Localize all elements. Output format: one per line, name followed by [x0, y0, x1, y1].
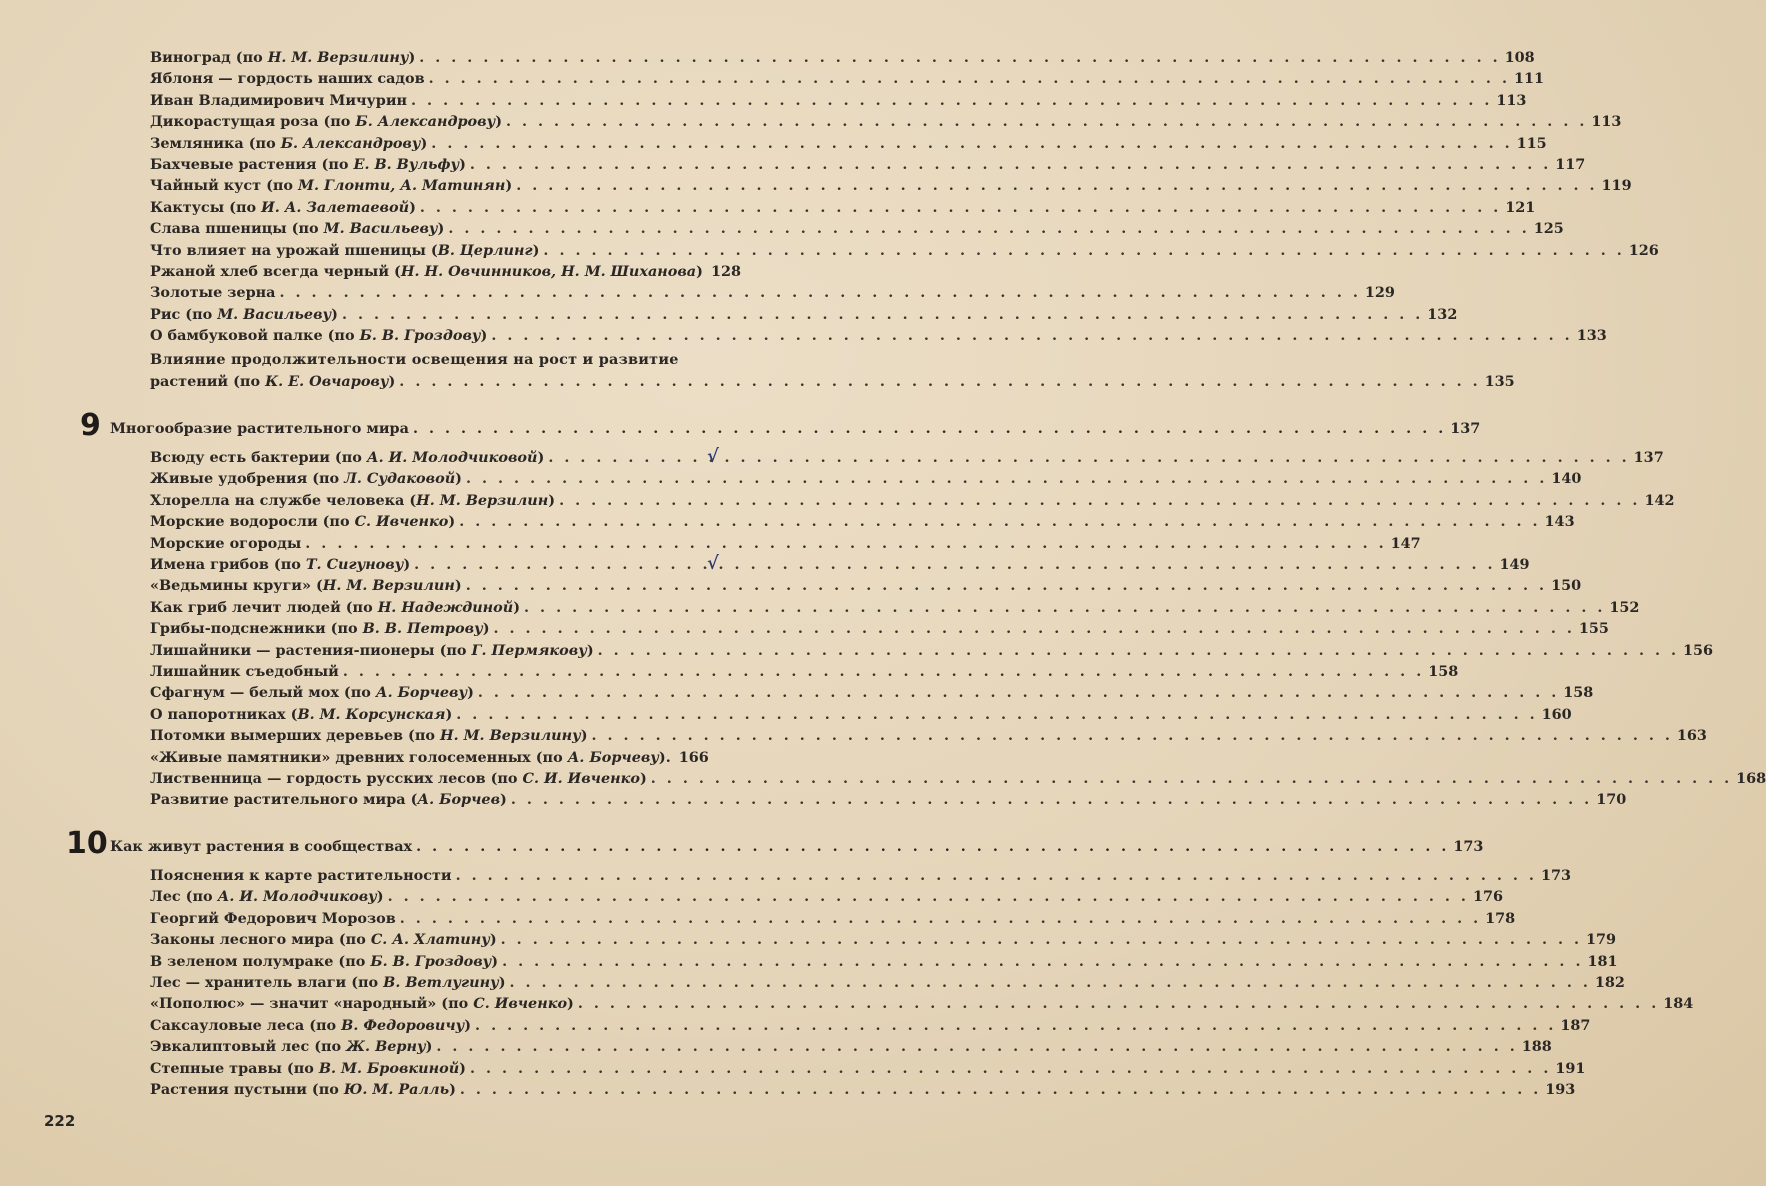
chapter-number: 9: [80, 408, 101, 443]
checkmark-icon: √: [707, 446, 719, 467]
entry-title: растений (по К. Е. Овчарову): [150, 373, 396, 390]
entry-page: 187: [1560, 1016, 1591, 1034]
entry-page: 111: [1513, 70, 1545, 88]
leader-dots: [420, 197, 1501, 218]
toc-entry: [150, 371, 1515, 392]
entry-title: Ржаной хлеб всегда черный (Н. Н. Овчинников, Н. М. Шиханова): [150, 263, 703, 280]
entry-page: 119: [1601, 177, 1632, 195]
entry-page: 156: [1683, 641, 1714, 659]
entry-page: 193: [1545, 1081, 1576, 1098]
leader-dots: [475, 1015, 1556, 1036]
entry-title: Кактусы (по И. А. Залетаевой): [150, 198, 416, 216]
entry-page: 150: [1551, 577, 1582, 595]
chapter-title: Многообразие растительного мира: [110, 420, 409, 437]
leader-dots: [456, 704, 1537, 725]
entry-page: 168: [1736, 770, 1766, 787]
toc-entry: [150, 789, 1627, 810]
entry-page: 133: [1576, 327, 1607, 345]
entry-page: 126: [1628, 241, 1659, 259]
entry-page: 179: [1586, 931, 1617, 949]
leader-dots: [343, 661, 1424, 682]
entry-page: 132: [1427, 305, 1458, 323]
entry-page: 135: [1484, 373, 1515, 390]
entry-title: О бамбуковой палке (по Б. В. Гроздову): [150, 327, 488, 345]
toc-entry: [150, 133, 1547, 154]
toc-entry: [150, 993, 1694, 1014]
entry-page: 149: [1499, 556, 1530, 573]
toc-entry: [150, 661, 1459, 682]
leader-dots: [416, 836, 1449, 857]
entry-title: Развитие растительного мира (А. Борчев): [150, 791, 507, 809]
entry-title: Лес — хранитель влаги (по В. Ветлугину): [150, 974, 506, 991]
toc-entry: [150, 490, 1675, 511]
leader-dots: [502, 951, 1583, 972]
toc-entry: [150, 908, 1516, 929]
entry-page: 137: [1633, 449, 1664, 466]
entry-page: 158: [1563, 684, 1594, 702]
leader-dots: [559, 490, 1640, 511]
entry-page: 166: [678, 748, 709, 766]
toc-entry: [150, 682, 1594, 703]
entry-title: В зеленом полумраке (по Б. В. Гроздову): [150, 952, 499, 970]
entry-title: Бахчевые растения (по Е. В. Вульфу): [150, 156, 466, 173]
entry-title: Саксауловые леса (по В. Федоровичу): [150, 1016, 472, 1034]
toc-entry: [150, 304, 1458, 325]
toc-entry: [150, 47, 1535, 68]
leader-dots: [506, 111, 1587, 132]
leader-dots: [501, 929, 1582, 950]
entry-page: 176: [1472, 888, 1503, 906]
entry-title: Лишайник съедобный: [150, 663, 339, 680]
leader-dots: [305, 533, 1386, 554]
entry-page: 155: [1578, 620, 1609, 638]
entry-page: 184: [1663, 995, 1694, 1013]
leader-dots: [388, 886, 1469, 907]
toc-entry: [150, 111, 1622, 132]
entry-page: 115: [1516, 134, 1547, 152]
toc-entry: [150, 1015, 1591, 1036]
toc-entry: [150, 972, 1625, 993]
leader-dots: [342, 304, 1423, 325]
entry-title: Лиственница — гордость русских лесов (по С. И. Ивченко): [150, 770, 647, 787]
toc-entry: [150, 747, 708, 768]
leader-dots: [431, 133, 1512, 154]
entry-title: Яблоня — гордость наших садов: [150, 70, 425, 88]
entry-page: 129: [1364, 284, 1395, 302]
toc-entry-line: Влияние продолжительности освещения на рост и развитие: [150, 351, 679, 368]
leader-dots: [478, 682, 1559, 703]
entry-page: 121: [1505, 198, 1536, 216]
toc-entry: [150, 218, 1564, 239]
entry-page: 113: [1591, 113, 1622, 131]
entry-title: «Пополюс» — значит «народный» (по С. Ивченко): [150, 995, 574, 1013]
leader-dots: [578, 993, 1659, 1014]
chapter-page: 137: [1450, 420, 1481, 437]
entry-page: 173: [1540, 867, 1571, 884]
entry-page: 113: [1496, 91, 1527, 109]
leader-dots: [516, 175, 1597, 196]
entry-title: Георгий Федорович Морозов: [150, 909, 396, 927]
entry-title: Потомки вымерших деревьев (по Н. М. Верзилину): [150, 727, 588, 745]
toc-entry: [150, 447, 1664, 468]
entry-page: 152: [1609, 598, 1640, 616]
entry-title: Земляника (по Б. Александрову): [150, 134, 428, 152]
entry-title: Иван Владимирович Мичурин: [150, 91, 408, 109]
entry-title: Живые удобрения (по Л. Судаковой): [150, 470, 462, 488]
leader-dots: [491, 325, 1572, 346]
entry-title: Эвкалиптовый лес (по Ж. Верну): [150, 1038, 433, 1056]
entry-page: 140: [1551, 470, 1582, 488]
leader-dots: [456, 865, 1537, 886]
leader-dots: [411, 90, 1492, 111]
entry-title: Что влияет на урожай пшеницы (В. Церлинг): [150, 241, 540, 259]
entry-title: Рис (по М. Васильеву): [150, 305, 338, 323]
leader-dots: [598, 640, 1679, 661]
toc-entry: [150, 240, 1659, 261]
leader-dots: [466, 575, 1547, 596]
leader-dots: [280, 282, 1361, 303]
entry-page: 158: [1428, 663, 1459, 680]
toc-entry: [150, 886, 1503, 907]
entry-page: 108: [1504, 49, 1535, 66]
toc-entry: [150, 325, 1607, 346]
entry-title: «Ведьмины круги» (Н. М. Верзилин): [150, 577, 462, 595]
toc-entry: [150, 533, 1421, 554]
toc-entry: [150, 261, 741, 282]
leader-dots: [470, 1058, 1551, 1079]
entry-title: О папоротниках (В. М. Корсунская): [150, 705, 453, 723]
toc-entry: [150, 468, 1582, 489]
page-number: 222: [44, 1112, 76, 1130]
entry-title: Как гриб лечит людей (по Н. Надеждиной): [150, 598, 521, 616]
entry-page: 170: [1596, 791, 1627, 809]
entry-title: Всюду есть бактерии (по А. И. Молодчиковой): [150, 449, 545, 466]
leader-dots: [543, 240, 1624, 261]
entry-page: 182: [1594, 974, 1625, 991]
leader-dots: [413, 418, 1446, 439]
leader-dots: [460, 1079, 1541, 1100]
entry-title: Чайный куст (по М. Глонти, А. Матинян): [150, 177, 513, 195]
entry-title: Лес (по А. И. Молодчикову): [150, 888, 384, 906]
entry-page: 160: [1541, 705, 1572, 723]
entry-page: 178: [1485, 909, 1516, 927]
entry-title: Степные травы (по В. М. Бровкиной): [150, 1059, 466, 1077]
entry-page: 181: [1587, 952, 1618, 970]
toc-entry: [150, 68, 1545, 89]
toc-entry: [150, 1079, 1576, 1100]
entry-title: Пояснения к карте растительности: [150, 867, 452, 884]
leader-dots: [510, 972, 1591, 993]
toc-entry: [150, 554, 1530, 575]
entry-page: 163: [1676, 727, 1707, 745]
entry-page: 143: [1544, 513, 1575, 531]
leader-dots: [436, 1036, 1517, 1057]
entry-page: 147: [1390, 534, 1421, 552]
toc-entry: [150, 929, 1617, 950]
toc-entry: [150, 618, 1609, 639]
leader-dots: [511, 789, 1592, 810]
chapter-number: 10: [66, 826, 108, 861]
chapter-heading: [110, 418, 1481, 439]
toc-entry: [150, 154, 1586, 175]
entry-title: Морские водоросли (по С. Ивченко): [150, 513, 456, 531]
toc-entry: [150, 175, 1632, 196]
checkmark-icon: √: [707, 553, 719, 574]
entry-title: Виноград (по Н. М. Верзилину): [150, 49, 416, 66]
toc-entry: [150, 640, 1714, 661]
leader-dots: [470, 154, 1551, 175]
entry-title: Законы лесного мира (по С. А. Хлатину): [150, 931, 497, 949]
entry-title: Имена грибов (по Т. Сигунову): [150, 556, 411, 573]
toc-entry: [150, 951, 1618, 972]
leader-dots: [399, 371, 1480, 392]
toc-entry: [150, 597, 1640, 618]
entry-title: «Живые памятники» древних голосеменных (по А. Борчеву).: [150, 748, 671, 766]
entry-title: Золотые зерна: [150, 284, 276, 302]
entry-page: 191: [1555, 1059, 1586, 1077]
chapter-heading: [110, 836, 1484, 857]
toc-entry: [150, 197, 1536, 218]
entry-title: Растения пустыни (по Ю. М. Ралль): [150, 1081, 456, 1098]
leader-dots: [524, 597, 1605, 618]
leader-dots: [448, 218, 1529, 239]
entry-title: Слава пшеницы (по М. Васильеву): [150, 220, 445, 238]
leader-dots: [400, 908, 1481, 929]
toc-entry: [150, 704, 1572, 725]
toc-entry: [150, 90, 1527, 111]
entry-page: 188: [1521, 1038, 1552, 1056]
entry-title: Морские огороды: [150, 534, 302, 552]
chapter-title: Как живут растения в сообществах: [110, 838, 413, 855]
leader-dots: [651, 768, 1732, 789]
chapter-page: 173: [1453, 838, 1484, 855]
toc-entry: [150, 768, 1766, 789]
entry-page: 125: [1533, 220, 1564, 238]
toc-entry: [150, 1036, 1552, 1057]
toc-entry: [150, 1058, 1586, 1079]
leader-dots: [429, 68, 1510, 89]
entry-page: 117: [1555, 156, 1586, 173]
toc-entry: [150, 725, 1707, 746]
toc-entry: [150, 575, 1582, 596]
toc-entry: [150, 282, 1395, 303]
leader-dots: [459, 511, 1540, 532]
leader-dots: [494, 618, 1575, 639]
entry-page: 142: [1644, 491, 1675, 509]
entry-title: Хлорелла на службе человека (Н. М. Верзилин): [150, 491, 556, 509]
leader-dots: [466, 468, 1547, 489]
entry-title: Грибы-подснежники (по В. В. Петрову): [150, 620, 490, 638]
leader-dots: [414, 554, 1495, 575]
leader-dots: [592, 725, 1673, 746]
entry-title: Дикорастущая роза (по Б. Александрову): [150, 113, 502, 131]
entry-page: 128: [710, 263, 741, 280]
entry-title: Сфагнум — белый мох (по А. Борчеву): [150, 684, 474, 702]
entry-title: Лишайники — растения-пионеры (по Г. Пермякову): [150, 641, 594, 659]
toc-entry: [150, 511, 1575, 532]
toc-entry: [150, 865, 1571, 886]
leader-dots: [419, 47, 1500, 68]
